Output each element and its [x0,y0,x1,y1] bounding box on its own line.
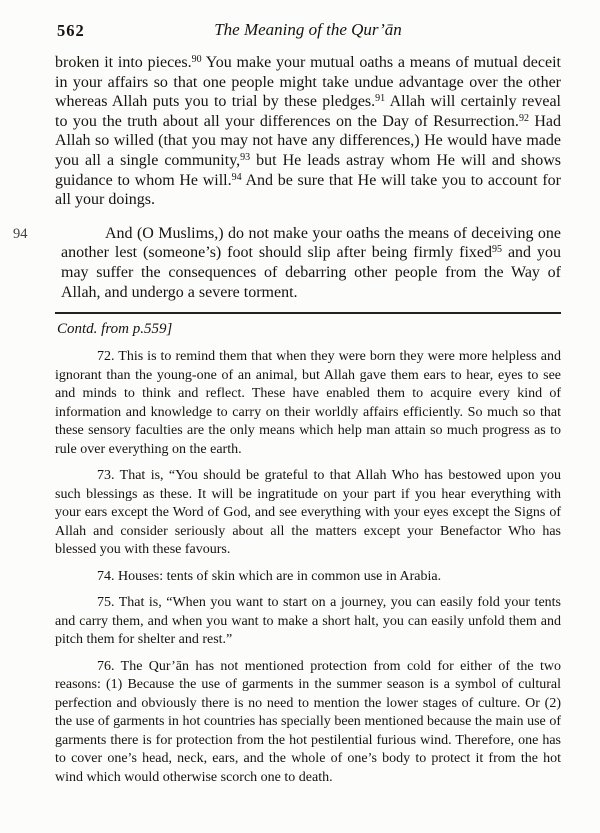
page-content [13,20,562,787]
footnote-ref: 93 [240,151,251,163]
footnote-ref: 95 [492,244,503,256]
contd-label: Contd. from p.559] [57,321,173,338]
running-title: The Meaning of the Qur’ān [214,20,402,39]
footnote-ref: 92 [518,112,529,124]
footnotes-section [55,348,561,787]
footnote-72: 72. This is to remind them that when they were born they were more helpless and ignorant than the young-one of an animal, but Allah gave them ears to hear, eyes to see and minds to think and reflect. These have enabled them to acquire every kind of information and knowledge to carry on their worldly affairs efficiently. So much so that these sensory faculties are the only means which help man attain so much progress as to rule over everything on the earth. [55,349,561,457]
verse-paragraph: And (O Muslims,) do not make your oaths the means of deceiving one another lest (someone’s) foot should slip after being firmly fixed$^{95}$ and you may suffer the consequences of debarring other people from the Way of Allah, and undergo a severe torment. [61,224,561,301]
page-number: 562 [57,21,85,40]
footnote-73: 73. That is, “You should be grateful to that Allah Who has bestowed upon you such blessings as these. It will be ingratitude on your part if you hear everything with your ears except the Word of God, and see everything with your eyes except the Signs of Allah and consider seriously about all the matters except your Benefactor Who has blessed you with these favours. [55,468,561,558]
footnote-76: 76. The Qur’ān has not mentioned protection from cold for either of the two reasons: (1) Because the use of garments in the summer season is a symbol of cultural perfection and obviously there is no need to mention the lower stages of culture. Or (2) the use of garments in hot countries has specially been mentioned because the main use of garments there is for protection from the hot pestilential furious wind. Therefore, one has to cover one’s head, neck, ears, and the whole of one’s body to protect it from the hot wind which would otherwise scorch one to death. [55,658,561,785]
footnote-74: 74. Houses: tents of skin which are in common use in Arabia. [97,568,442,584]
page-header [55,20,561,53]
footnote-75: 75. That is, “When you want to start on a journey, you can easily fold your tents and carry them, and when you want to make a short halt, you can easily unfold them and pitch them for shelter and rest.” [55,595,561,648]
verse-margin-number: 94 [13,225,28,242]
verse-block [13,224,561,302]
footnote-ref: 91 [375,93,386,105]
body-paragraph: broken it into pieces.$^{90}$ You make your mutual oaths a means of mutual deceit in your affairs so that one people might take undue advantage over the other whereas Allah puts you to trial by these pledges.$^{91}$ Allah will certainly reveal to you the truth about all your differences on the Day of Resurrection.$^{92}$ Had Allah so willed (that you may not have any differences,) He would have made you all a single community,$^{93}$ but He leads astray whom He will and shows guidance to whom He will.$^{94}$ And be sure that He will take you to account for all your doings. [55,54,562,209]
footnote-divider [55,312,561,314]
footnote-ref: 90 [191,54,202,65]
footnote-ref: 94 [231,171,242,183]
